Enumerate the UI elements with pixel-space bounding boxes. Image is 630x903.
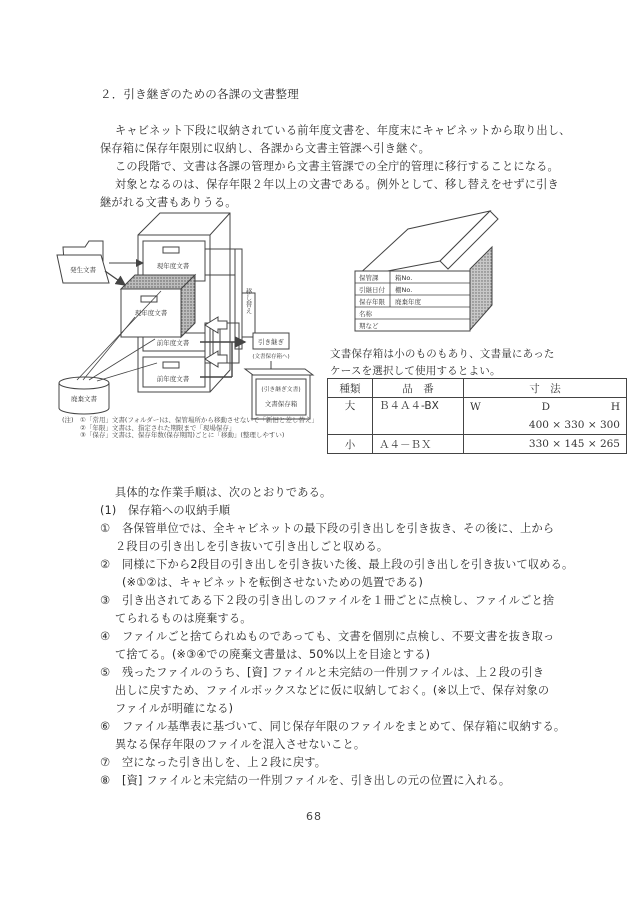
cabinet-workflow-diagram — [55, 205, 340, 445]
paragraph-line: 対象となるのは、保存年限２年以上の文書である。例外として、移し替えをせずに引き — [115, 178, 559, 191]
procedure-intro: 具体的な作業手順は、次のとおりである。 — [115, 486, 332, 499]
paragraph-line: 継がれる文書もありうる。 — [100, 196, 237, 209]
procedure-step-cont: て捨てる。(※③④での廃棄文書量は、50%以上を目途とする) — [115, 648, 431, 661]
procedure-step-cont: 異なる保存年限のファイルを混入させないこと。 — [115, 738, 366, 751]
svg-text:名称: 名称 — [359, 310, 372, 318]
svg-text:文書保存箱: 文書保存箱 — [264, 400, 298, 408]
diagram-notes: (注) ①「常用」文書(フォルダー)は、保管場所から移動させないで「新旧と差し替え」 ②「年限」文書は、指定された期限まで「現場保存」 ③「保存」文書は、保存年数(保存期間)ごとに「移動」(整理しやすい) — [62, 416, 318, 439]
procedure-step-cont: (※①②は、キャビネットを転倒させないための処置である) — [122, 576, 424, 589]
table-row: 大 Ｂ４Ａ４-BX W D H — [328, 398, 627, 417]
storage-box-label-diagram — [340, 205, 540, 340]
paragraph-line: 保存箱に保存年限別に収納し、各課から文書主管課へ引き継ぐ。 — [100, 142, 431, 155]
procedure-step: ① 各保管単位では、全キャビネットの最下段の引き出しを引き抜き、その後に、上から — [100, 522, 555, 535]
svg-text:現年度文書: 現年度文書 — [134, 309, 168, 317]
table-row: 400 × 330 × 300 — [328, 416, 627, 435]
svg-text:箱No.: 箱No. — [395, 274, 413, 282]
procedure-step-cont: てられるものは廃棄する。 — [115, 612, 252, 625]
svg-text:棚No.: 棚No. — [395, 286, 413, 294]
box-size-table — [327, 378, 627, 454]
procedure-step-cont: ファイルが明確になる) — [115, 702, 234, 715]
svg-text:(文書保存箱へ): (文書保存箱へ) — [252, 354, 290, 360]
folder-icon — [57, 241, 109, 283]
procedure-step: ⑤ 残ったファイルのうち、[資] ファイルと未完結の一件別ファイルは、上２段の引き — [100, 666, 545, 679]
procedure-step: ④ ファイルごと捨てられぬものであっても、文書を個別に点検し、不要文書を抜き取っ — [100, 630, 555, 643]
svg-text:保管課: 保管課 — [359, 274, 379, 282]
svg-text:前年度文書: 前年度文書 — [156, 375, 190, 383]
storage-box-icon — [245, 369, 313, 419]
svg-text:(引き継ぎ文書): (引き継ぎ文書) — [261, 387, 301, 393]
paragraph-line: キャビネット下段に収納されている前年度文書を、年度末にキャビネットから取り出し、 — [115, 124, 571, 137]
svg-text:保存年限: 保存年限 — [359, 298, 385, 306]
svg-text:現年度文書: 現年度文書 — [156, 262, 190, 270]
procedure-step: ⑦ 空になった引き出しを、上２段に戻す。 — [100, 756, 327, 769]
procedure-step-cont: ２段目の引き出しを引き抜いて引き出しごと収める。 — [115, 540, 389, 553]
pulled-drawer — [121, 275, 195, 337]
page-number: 68 — [306, 810, 322, 823]
box-note: 文書保存箱は小のものもあり、文書量にあった — [330, 348, 555, 360]
procedure-step: ② 同様に下から2段目の引き出しを引き抜いた後、最上段の引き出しを引き抜いて収める。 — [100, 558, 574, 571]
table-header-row: 種類 品 番 寸 法 — [328, 379, 627, 398]
procedure-step: ⑧ [資] ファイルと未完結の一件別ファイルを、引き出しの元の位置に入れる。 — [100, 774, 511, 787]
paragraph-line: この段階で、文書は各課の管理から文書主管課での全庁的管理に移行することになる。 — [115, 160, 559, 173]
procedure-step: ③ 引き出されてある下２段の引き出しのファイルを１冊ごとに点検し、ファイルごと捨 — [100, 594, 555, 607]
procedure-section-title: (1) 保存箱への収納手順 — [100, 504, 231, 517]
box-note: ケースを選択して使用するとよい。 — [330, 365, 501, 377]
svg-text:廃棄文書: 廃棄文書 — [71, 395, 97, 403]
svg-text:発生文書: 発生文書 — [70, 266, 96, 274]
svg-text:引継日付: 引継日付 — [359, 286, 385, 294]
svg-text:移し替え: 移し替え — [244, 288, 253, 314]
svg-text:引き継ぎ: 引き継ぎ — [258, 338, 284, 346]
svg-text:廃棄年度: 廃棄年度 — [395, 298, 421, 306]
procedure-step-cont: 出しに戻すため、ファイルボックスなどに仮に収納しておく。(※以上で、保存対象の — [115, 684, 550, 697]
svg-text:期など: 期など — [359, 322, 379, 330]
section-heading: ２．引き継ぎのための各課の文書整理 — [100, 87, 299, 101]
procedure-step: ⑥ ファイル基準表に基づいて、同じ保存年限のファイルをまとめて、保存箱に収納する。 — [100, 720, 566, 733]
svg-text:前年度文書: 前年度文書 — [156, 339, 190, 347]
table-row: 小 Ａ４－ＢＸ 330 × 145 × 265 — [328, 435, 627, 454]
